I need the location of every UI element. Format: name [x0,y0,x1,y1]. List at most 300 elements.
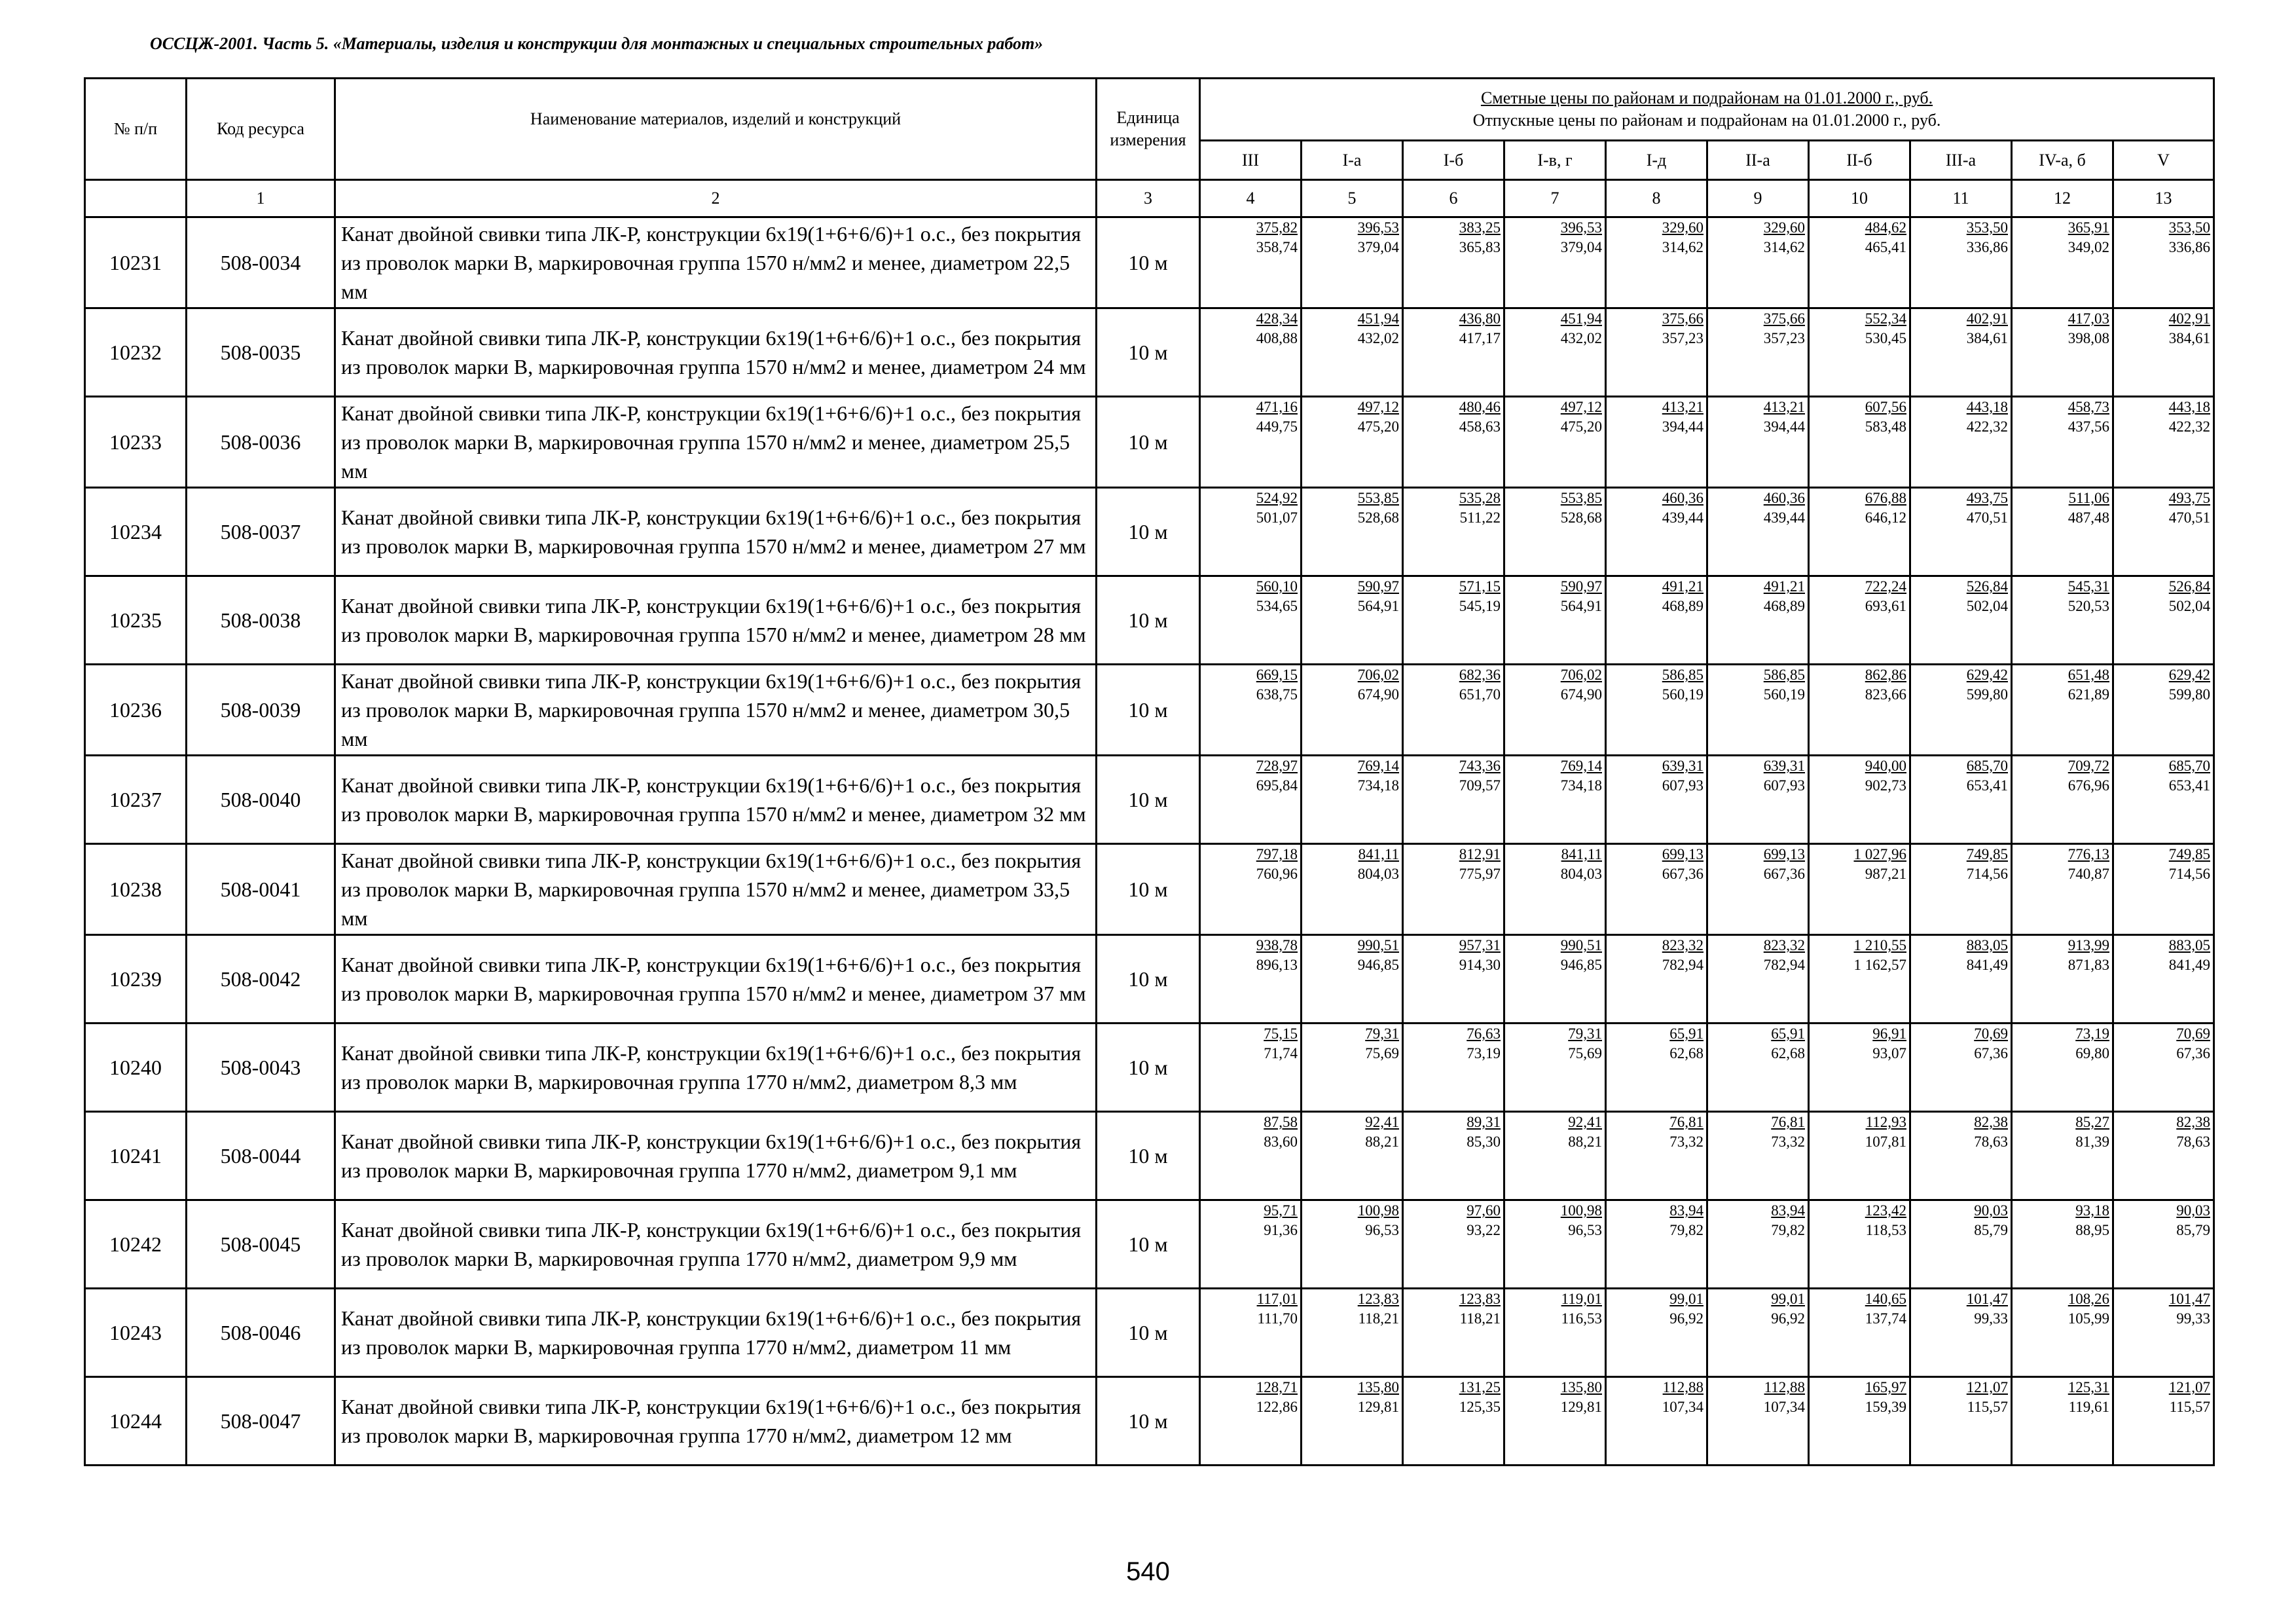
estimated-price: 841,11 [1561,846,1602,862]
release-price: 79,82 [1771,1222,1805,1238]
estimated-price: 417,03 [2068,310,2109,327]
estimated-price: 706,02 [1560,667,1602,683]
release-price: 96,53 [1568,1222,1602,1238]
estimated-price: 76,81 [1669,1114,1704,1130]
estimated-price: 329,60 [1662,219,1704,236]
unit: 10 м [1097,217,1200,308]
price-cell [1403,1289,1504,1377]
release-price: 674,90 [1560,686,1602,703]
price-cell [2113,576,2214,665]
estimated-price: 497,12 [1357,399,1399,415]
release-price: 804,03 [1560,866,1602,882]
release-price: 599,80 [2168,686,2211,703]
release-price: 946,85 [1357,957,1399,973]
estimated-price: 101,47 [2168,1291,2211,1307]
estimated-price: 65,91 [1669,1025,1704,1042]
resource-code: 508-0038 [187,576,335,665]
table-row [85,1024,2214,1112]
release-price: 468,89 [1662,598,1704,614]
estimated-price: 90,03 [2176,1202,2211,1219]
row-number: 10241 [85,1112,187,1200]
release-price: 714,56 [2168,866,2211,882]
price-cell [1504,1112,1606,1200]
estimated-price: 85,27 [2075,1114,2109,1130]
unit: 10 м [1097,1112,1200,1200]
header-prices-release: Отпускные цены по районам и подрайонам на 01.01.2000 г., руб. [1472,111,1941,130]
price-cell [1504,1200,1606,1289]
resource-code: 508-0042 [187,935,335,1024]
estimated-price: 402,91 [1966,310,2008,327]
region-header: V [2113,141,2214,180]
column-number: 12 [2012,180,2113,217]
column-number: 1 [187,180,335,217]
price-cell [1606,397,1707,488]
release-price: 653,41 [2168,777,2211,794]
row-number: 10237 [85,756,187,844]
price-cell [1910,1112,2012,1200]
price-cell [2012,1024,2113,1112]
estimated-price: 990,51 [1357,937,1399,953]
price-cell [1809,217,1910,308]
price-cell [1707,756,1809,844]
release-price: 638,75 [1256,686,1298,703]
price-cell [1504,217,1606,308]
price-cell [1606,1112,1707,1200]
release-price: 69,80 [2075,1045,2109,1061]
price-cell [2113,1112,2214,1200]
release-price: 119,61 [2068,1399,2109,1415]
price-cell [1200,935,1302,1024]
estimated-price: 639,31 [1662,758,1704,774]
release-price: 740,87 [2068,866,2109,882]
unit: 10 м [1097,1377,1200,1466]
table-row [85,935,2214,1024]
column-number-row [85,180,2214,217]
price-cell [1809,397,1910,488]
price-cell [2012,1112,2113,1200]
estimated-price: 524,92 [1256,490,1298,506]
estimated-price: 535,28 [1459,490,1501,506]
estimated-price: 841,11 [1358,846,1399,862]
table-row [85,844,2214,935]
estimated-price: 484,62 [1865,219,1906,236]
price-cell [1200,756,1302,844]
price-cell [1707,488,1809,576]
estimated-price: 140,65 [1865,1291,1906,1307]
release-price: 502,04 [1966,598,2008,614]
estimated-price: 938,78 [1256,937,1298,953]
estimated-price: 383,25 [1459,219,1501,236]
resource-code: 508-0036 [187,397,335,488]
price-cell [1403,1200,1504,1289]
price-cell [1809,756,1910,844]
column-number: 8 [1606,180,1707,217]
price-cell [1910,397,2012,488]
unit: 10 м [1097,665,1200,756]
estimated-price: 607,56 [1865,399,1906,415]
row-number: 10234 [85,488,187,576]
price-cell [1302,665,1403,756]
release-price: 358,74 [1256,239,1298,255]
price-cell [1910,217,2012,308]
header-prices-estimated: Сметные цены по районам и подрайонам на 01.01.2000 г., руб. [1480,88,1933,107]
release-price: 502,04 [2168,598,2211,614]
release-price: 159,39 [1865,1399,1906,1415]
estimated-price: 458,73 [2068,399,2109,415]
release-price: 93,22 [1467,1222,1501,1238]
release-price: 439,44 [1763,509,1805,526]
column-number: 13 [2113,180,2214,217]
resource-code: 508-0041 [187,844,335,935]
material-name: Канат двойной свивки типа ЛК-Р, конструкции 6х19(1+6+6/6)+1 о.с., без покрытия из проволок марки В, маркировочная группа 1570 н/мм2 и менее, диаметром 25,5 мм [335,397,1097,488]
price-cell [1809,935,1910,1024]
estimated-price: 1 210,55 [1853,937,1906,953]
estimated-price: 117,01 [1256,1291,1298,1307]
release-price: 782,94 [1763,957,1805,973]
price-cell [1403,1112,1504,1200]
resource-code: 508-0046 [187,1289,335,1377]
price-cell [1809,1289,1910,1377]
price-cell [1809,844,1910,935]
price-cell [1707,844,1809,935]
resource-code: 508-0043 [187,1024,335,1112]
estimated-price: 82,38 [2176,1114,2211,1130]
price-cell [1910,935,2012,1024]
table-row [85,756,2214,844]
release-price: 394,44 [1763,418,1805,435]
column-number: 10 [1809,180,1910,217]
release-price: 1 162,57 [1853,957,1906,973]
estimated-price: 586,85 [1763,667,1805,683]
release-price: 651,70 [1459,686,1501,703]
material-name: Канат двойной свивки типа ЛК-Р, конструкции 6х19(1+6+6/6)+1 о.с., без покрытия из проволок марки В, маркировочная группа 1570 н/мм2 и менее, диаметром 24 мм [335,308,1097,397]
price-cell [2113,1289,2214,1377]
price-cell [1910,1024,2012,1112]
unit: 10 м [1097,576,1200,665]
estimated-price: 413,21 [1763,399,1805,415]
estimated-price: 749,85 [1966,846,2008,862]
material-name: Канат двойной свивки типа ЛК-Р, конструкции 6х19(1+6+6/6)+1 о.с., без покрытия из проволок марки В, маркировочная группа 1570 н/мм2 и менее, диаметром 32 мм [335,756,1097,844]
release-price: 99,33 [1974,1310,2008,1327]
material-name: Канат двойной свивки типа ЛК-Р, конструкции 6х19(1+6+6/6)+1 о.с., без покрытия из проволок марки В, маркировочная группа 1570 н/мм2 и менее, диаметром 28 мм [335,576,1097,665]
release-price: 73,32 [1771,1134,1805,1150]
release-price: 73,19 [1467,1045,1501,1061]
price-cell [1302,844,1403,935]
material-name: Канат двойной свивки типа ЛК-Р, конструкции 6х19(1+6+6/6)+1 о.с., без покрытия из проволок марки В, маркировочная группа 1770 н/мм2, диаметром 12 мм [335,1377,1097,1466]
price-cell [2012,1377,2113,1466]
estimated-price: 769,14 [1357,758,1399,774]
estimated-price: 526,84 [1966,578,2008,595]
price-cell [1200,217,1302,308]
estimated-price: 526,84 [2168,578,2211,595]
price-cell [1302,935,1403,1024]
price-cell [2113,665,2214,756]
row-number: 10231 [85,217,187,308]
estimated-price: 460,36 [1662,490,1704,506]
release-price: 804,03 [1357,866,1399,882]
price-table [84,77,2215,1466]
release-price: 88,95 [2075,1222,2109,1238]
estimated-price: 436,80 [1459,310,1501,327]
release-price: 841,49 [2168,957,2211,973]
price-cell [1910,1289,2012,1377]
price-cell [2113,844,2214,935]
estimated-price: 545,31 [2068,578,2109,595]
price-cell [1504,488,1606,576]
estimated-price: 913,99 [2068,937,2109,953]
price-cell [2012,756,2113,844]
price-cell [1403,308,1504,397]
estimated-price: 135,80 [1357,1379,1399,1395]
estimated-price: 443,18 [2168,399,2211,415]
release-price: 85,79 [2176,1222,2211,1238]
release-price: 379,04 [1357,239,1399,255]
release-price: 501,07 [1256,509,1298,526]
material-name: Канат двойной свивки типа ЛК-Р, конструкции 6х19(1+6+6/6)+1 о.с., без покрытия из проволок марки В, маркировочная группа 1770 н/мм2, диаметром 9,9 мм [335,1200,1097,1289]
estimated-price: 776,13 [2068,846,2109,862]
release-price: 96,53 [1365,1222,1399,1238]
release-price: 653,41 [1966,777,2008,794]
material-name: Канат двойной свивки типа ЛК-Р, конструкции 6х19(1+6+6/6)+1 о.с., без покрытия из проволок марки В, маркировочная группа 1770 н/мм2, диаметром 9,1 мм [335,1112,1097,1200]
estimated-price: 586,85 [1662,667,1704,683]
release-price: 62,68 [1669,1045,1704,1061]
release-price: 487,48 [2068,509,2109,526]
estimated-price: 651,48 [2068,667,2109,683]
release-price: 365,83 [1459,239,1501,255]
price-cell [1707,1200,1809,1289]
price-cell [1200,1289,1302,1377]
estimated-price: 70,69 [1974,1025,2008,1042]
estimated-price: 165,97 [1865,1379,1906,1395]
release-price: 914,30 [1459,957,1501,973]
region-header: I-б [1403,141,1504,180]
row-number: 10233 [85,397,187,488]
resource-code: 508-0044 [187,1112,335,1200]
release-price: 78,63 [2176,1134,2211,1150]
release-price: 88,21 [1568,1134,1602,1150]
price-cell [1809,488,1910,576]
price-cell [1910,756,2012,844]
estimated-price: 76,63 [1467,1025,1501,1042]
price-cell [1504,576,1606,665]
estimated-price: 99,01 [1771,1291,1805,1307]
release-price: 458,63 [1459,418,1501,435]
release-price: 85,30 [1467,1134,1501,1150]
price-cell [1606,844,1707,935]
release-price: 118,21 [1358,1310,1399,1327]
estimated-price: 451,94 [1560,310,1602,327]
estimated-price: 83,94 [1669,1202,1704,1219]
release-price: 599,80 [1966,686,2008,703]
price-cell [2113,308,2214,397]
release-price: 107,34 [1763,1399,1805,1415]
release-price: 674,90 [1357,686,1399,703]
column-number: 11 [1910,180,2012,217]
header-name: Наименование материалов, изделий и конструкций [335,79,1097,180]
price-cell [1200,576,1302,665]
estimated-price: 590,97 [1357,578,1399,595]
estimated-price: 1 027,96 [1853,846,1906,862]
estimated-price: 83,94 [1771,1202,1805,1219]
release-price: 67,36 [1974,1045,2008,1061]
release-price: 417,17 [1459,330,1501,346]
column-number: 2 [335,180,1097,217]
release-price: 896,13 [1256,957,1298,973]
release-price: 693,61 [1865,598,1906,614]
estimated-price: 123,42 [1865,1202,1906,1219]
release-price: 67,36 [2176,1045,2211,1061]
release-price: 695,84 [1256,777,1298,794]
release-price: 841,49 [1966,957,2008,973]
unit: 10 м [1097,1200,1200,1289]
price-cell [1200,1377,1302,1466]
column-number: 5 [1302,180,1403,217]
price-cell [1504,397,1606,488]
release-price: 115,57 [1967,1399,2008,1415]
estimated-price: 90,03 [1974,1202,2008,1219]
estimated-price: 743,36 [1459,758,1501,774]
estimated-price: 749,85 [2168,846,2211,862]
estimated-price: 82,38 [1974,1114,2008,1130]
release-price: 560,19 [1763,686,1805,703]
price-cell [2012,665,2113,756]
row-number: 10240 [85,1024,187,1112]
price-cell [1403,844,1504,935]
price-cell [2113,397,2214,488]
release-price: 432,02 [1357,330,1399,346]
price-cell [1707,935,1809,1024]
estimated-price: 571,15 [1459,578,1501,595]
estimated-price: 396,53 [1560,219,1602,236]
release-price: 667,36 [1763,866,1805,882]
estimated-price: 709,72 [2068,758,2109,774]
release-price: 105,99 [2068,1310,2109,1327]
price-cell [1910,488,2012,576]
estimated-price: 685,70 [1966,758,2008,774]
release-price: 607,93 [1763,777,1805,794]
estimated-price: 121,07 [2168,1379,2211,1395]
estimated-price: 121,07 [1966,1379,2008,1395]
row-number: 10244 [85,1377,187,1466]
release-price: 129,81 [1357,1399,1399,1415]
release-price: 470,51 [1966,509,2008,526]
price-cell [1910,1200,2012,1289]
release-price: 646,12 [1865,509,1906,526]
estimated-price: 491,21 [1662,578,1704,595]
row-number: 10235 [85,576,187,665]
price-cell [2012,397,2113,488]
price-cell [1302,308,1403,397]
header-no: № п/п [85,79,187,180]
table-row [85,1377,2214,1466]
release-price: 528,68 [1357,509,1399,526]
row-number: 10238 [85,844,187,935]
release-price: 137,74 [1865,1310,1906,1327]
estimated-price: 125,31 [2068,1379,2109,1395]
unit: 10 м [1097,1289,1200,1377]
price-cell [2113,1200,2214,1289]
price-cell [1809,1112,1910,1200]
release-price: 107,34 [1662,1399,1704,1415]
row-number: 10239 [85,935,187,1024]
release-price: 871,83 [2068,957,2109,973]
estimated-price: 493,75 [1966,490,2008,506]
release-price: 583,48 [1865,418,1906,435]
price-cell [1707,1024,1809,1112]
region-header: I-а [1302,141,1403,180]
price-cell [1504,844,1606,935]
price-cell [1606,1377,1707,1466]
estimated-price: 460,36 [1763,490,1805,506]
release-price: 422,32 [1966,418,2008,435]
estimated-price: 135,80 [1560,1379,1602,1395]
estimated-price: 471,16 [1256,399,1298,415]
unit: 10 м [1097,488,1200,576]
price-cell [1606,1024,1707,1112]
price-cell [1606,488,1707,576]
estimated-price: 706,02 [1357,667,1399,683]
estimated-price: 79,31 [1568,1025,1602,1042]
release-price: 676,96 [2068,777,2109,794]
price-cell [1302,1200,1403,1289]
price-cell [1606,1200,1707,1289]
price-cell [1403,1377,1504,1466]
release-price: 116,53 [1561,1310,1602,1327]
release-price: 91,36 [1264,1222,1298,1238]
estimated-price: 590,97 [1560,578,1602,595]
table-row [85,665,2214,756]
estimated-price: 353,50 [1966,219,2008,236]
header-code: Код ресурса [187,79,335,180]
release-price: 384,61 [2168,330,2211,346]
release-price: 607,93 [1662,777,1704,794]
header-row [85,79,2214,141]
price-cell [1910,1377,2012,1466]
estimated-price: 676,88 [1865,490,1906,506]
estimated-price: 823,32 [1763,937,1805,953]
estimated-price: 990,51 [1560,937,1602,953]
release-price: 782,94 [1662,957,1704,973]
table-row [85,576,2214,665]
estimated-price: 108,26 [2068,1291,2109,1307]
price-cell [2113,756,2214,844]
price-cell [1302,1024,1403,1112]
price-cell [1809,1200,1910,1289]
unit: 10 м [1097,308,1200,397]
release-price: 336,86 [2168,239,2211,255]
price-cell [2012,1200,2113,1289]
price-cell [1809,665,1910,756]
price-cell [1910,844,2012,935]
release-price: 96,92 [1771,1310,1805,1327]
estimated-price: 553,85 [1560,490,1602,506]
price-cell [1403,665,1504,756]
estimated-price: 497,12 [1560,399,1602,415]
price-cell [1200,488,1302,576]
release-price: 667,36 [1662,866,1704,882]
release-price: 398,08 [2068,330,2109,346]
unit: 10 м [1097,935,1200,1024]
release-price: 129,81 [1560,1399,1602,1415]
price-cell [1302,756,1403,844]
release-price: 987,21 [1865,866,1906,882]
material-name: Канат двойной свивки типа ЛК-Р, конструкции 6х19(1+6+6/6)+1 о.с., без покрытия из проволок марки В, маркировочная группа 1570 н/мм2 и менее, диаметром 33,5 мм [335,844,1097,935]
estimated-price: 685,70 [2168,758,2211,774]
estimated-price: 119,01 [1561,1291,1602,1307]
release-price: 468,89 [1763,598,1805,614]
price-cell [2113,1377,2214,1466]
price-cell [1504,665,1606,756]
